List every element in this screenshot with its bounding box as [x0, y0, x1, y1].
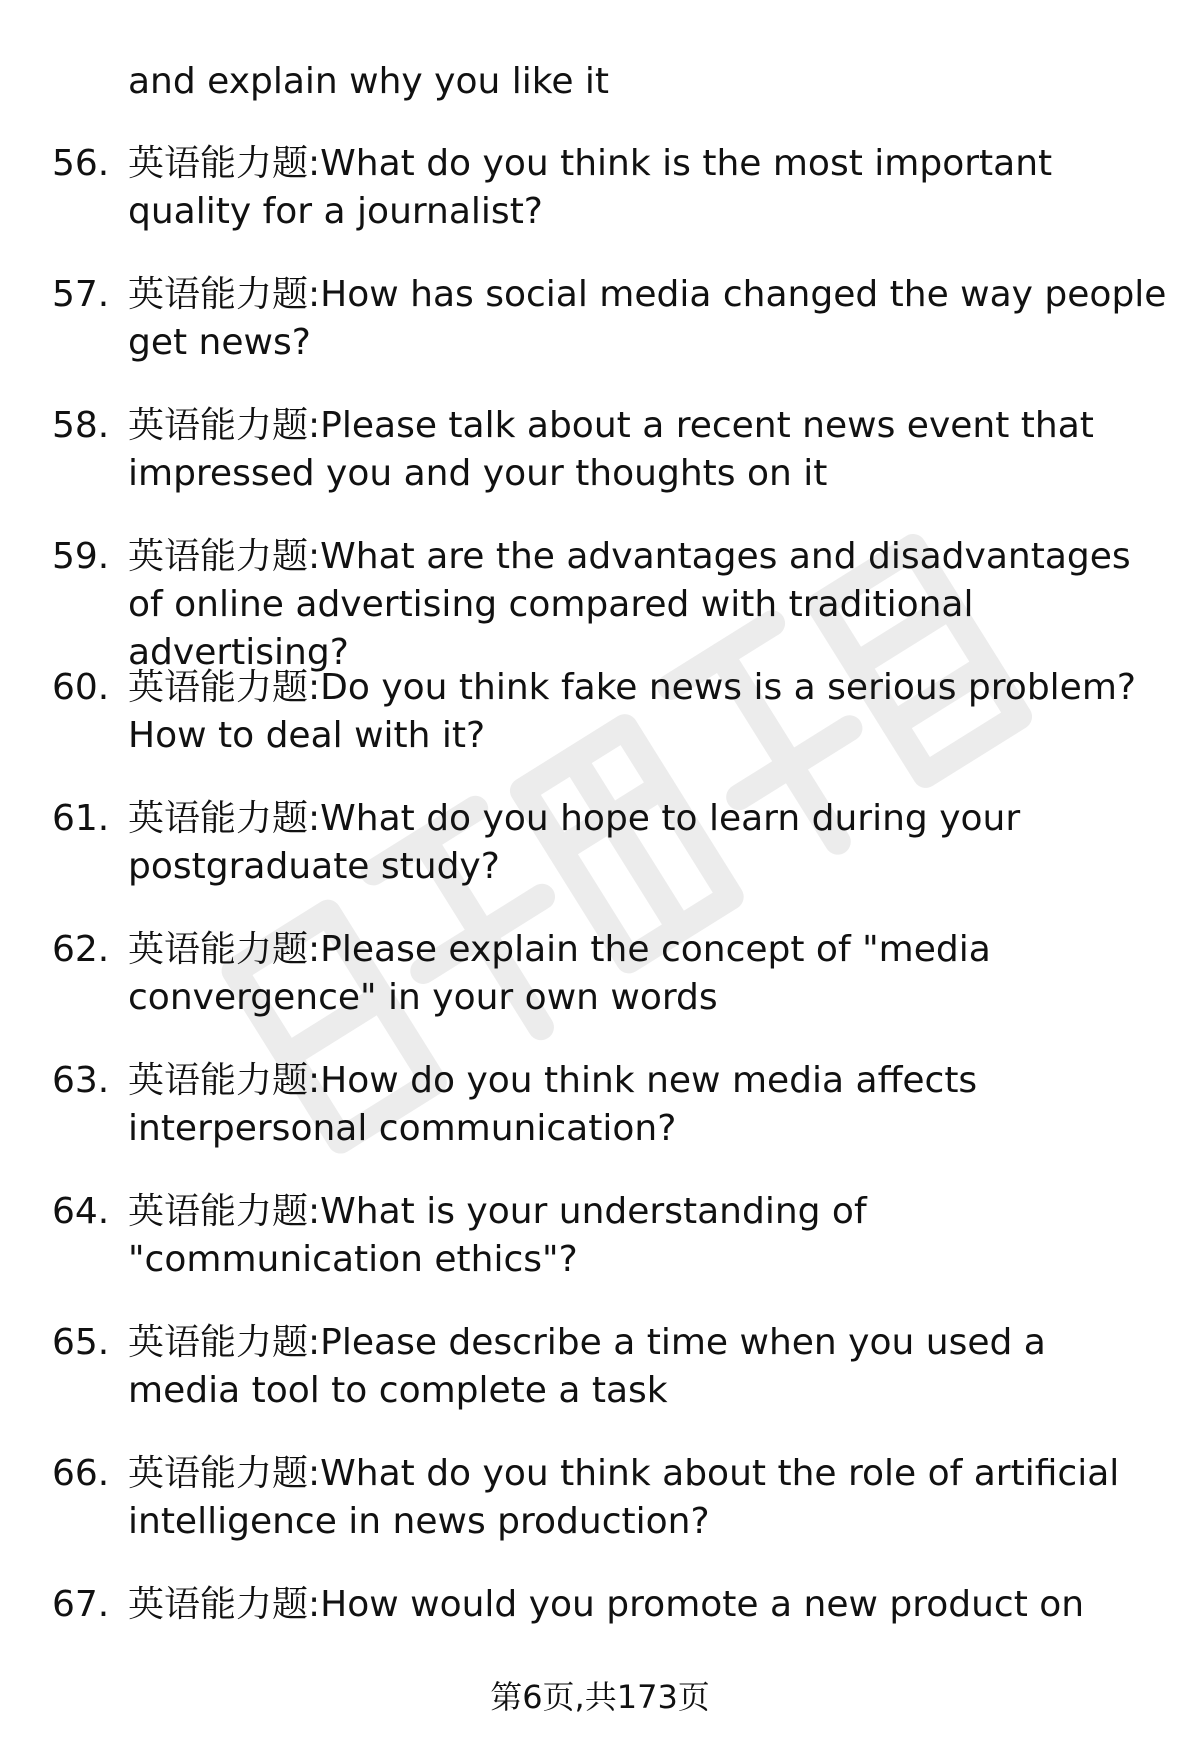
question-text: What are the advantages and disadvantages of online advertising compared with traditional advertising?	[128, 536, 1131, 673]
question-category: 英语能力题	[128, 536, 309, 577]
question-item	[0, 271, 1200, 402]
continuation-text: and explain why you like it	[128, 61, 610, 102]
question-body	[128, 664, 1168, 760]
question-separator: :	[308, 798, 321, 839]
question-item	[0, 1319, 1200, 1450]
question-text: Please talk about a recent news event that impressed you and your thoughts on it	[128, 405, 1094, 494]
question-number: 61.	[52, 798, 110, 839]
question-category: 英语能力题	[128, 143, 309, 184]
question-body	[128, 1450, 1168, 1546]
question-category: 英语能力题	[128, 1060, 309, 1101]
question-separator: :	[308, 1191, 321, 1232]
question-text: Please explain the concept of "media convergence" in your own words	[128, 929, 991, 1018]
question-item	[0, 1450, 1200, 1581]
question-item	[0, 1057, 1200, 1188]
question-body	[128, 1319, 1168, 1415]
question-number: 63.	[52, 1060, 110, 1101]
question-number: 57.	[52, 274, 110, 315]
question-item	[0, 402, 1200, 533]
question-number: 64.	[52, 1191, 110, 1232]
question-text: What do you think about the role of artificial intelligence in news production?	[128, 1453, 1120, 1542]
question-body	[128, 271, 1168, 367]
question-text: What is your understanding of "communication ethics"?	[128, 1191, 867, 1280]
question-separator: :	[308, 143, 321, 184]
question-number: 58.	[52, 405, 110, 446]
question-item	[0, 795, 1200, 926]
question-number: 65.	[52, 1322, 110, 1363]
question-separator: :	[308, 274, 321, 315]
question-separator: :	[308, 1453, 321, 1494]
question-body	[128, 140, 1168, 236]
question-item	[0, 1188, 1200, 1319]
question-category: 英语能力题	[128, 1584, 309, 1625]
question-text: How has social media changed the way people get news?	[128, 274, 1167, 363]
question-number: 62.	[52, 929, 110, 970]
question-separator: :	[308, 667, 321, 708]
question-number: 67.	[52, 1584, 110, 1625]
question-category: 英语能力题	[128, 929, 309, 970]
question-body	[128, 795, 1168, 891]
question-separator: :	[308, 536, 321, 577]
question-body	[128, 1581, 1168, 1629]
question-number: 66.	[52, 1453, 110, 1494]
question-separator: :	[308, 1584, 321, 1625]
question-item	[0, 664, 1200, 795]
question-text: How do you think new media affects interpersonal communication?	[128, 1060, 978, 1149]
question-separator: :	[308, 405, 321, 446]
question-item	[0, 926, 1200, 1057]
question-separator: :	[308, 929, 321, 970]
question-text: How would you promote a new product on	[320, 1584, 1085, 1625]
page-footer: 第6页,共173页	[490, 1678, 710, 1716]
question-item	[0, 533, 1200, 673]
question-body	[128, 402, 1168, 498]
question-category: 英语能力题	[128, 1191, 309, 1232]
question-number: 56.	[52, 143, 110, 184]
question-category: 英语能力题	[128, 1322, 309, 1363]
question-separator: :	[308, 1322, 321, 1363]
question-body	[128, 1057, 1168, 1153]
question-category: 英语能力题	[128, 1453, 309, 1494]
question-body	[128, 1188, 1168, 1284]
question-category: 英语能力题	[128, 274, 309, 315]
question-category: 英语能力题	[128, 798, 309, 839]
question-category: 英语能力题	[128, 667, 309, 708]
question-separator: :	[308, 1060, 321, 1101]
question-text: What do you hope to learn during your postgraduate study?	[128, 798, 1021, 887]
question-list	[0, 140, 1200, 1712]
question-number: 59.	[52, 536, 110, 577]
question-text: What do you think is the most important quality for a journalist?	[128, 143, 1053, 232]
question-number: 60.	[52, 667, 110, 708]
question-category: 英语能力题	[128, 405, 309, 446]
question-item	[0, 140, 1200, 271]
question-body	[128, 926, 1168, 1022]
question-text: Do you think fake news is a serious problem? How to deal with it?	[128, 667, 1136, 756]
question-text: Please describe a time when you used a media tool to complete a task	[128, 1322, 1046, 1411]
question-body	[128, 533, 1168, 677]
